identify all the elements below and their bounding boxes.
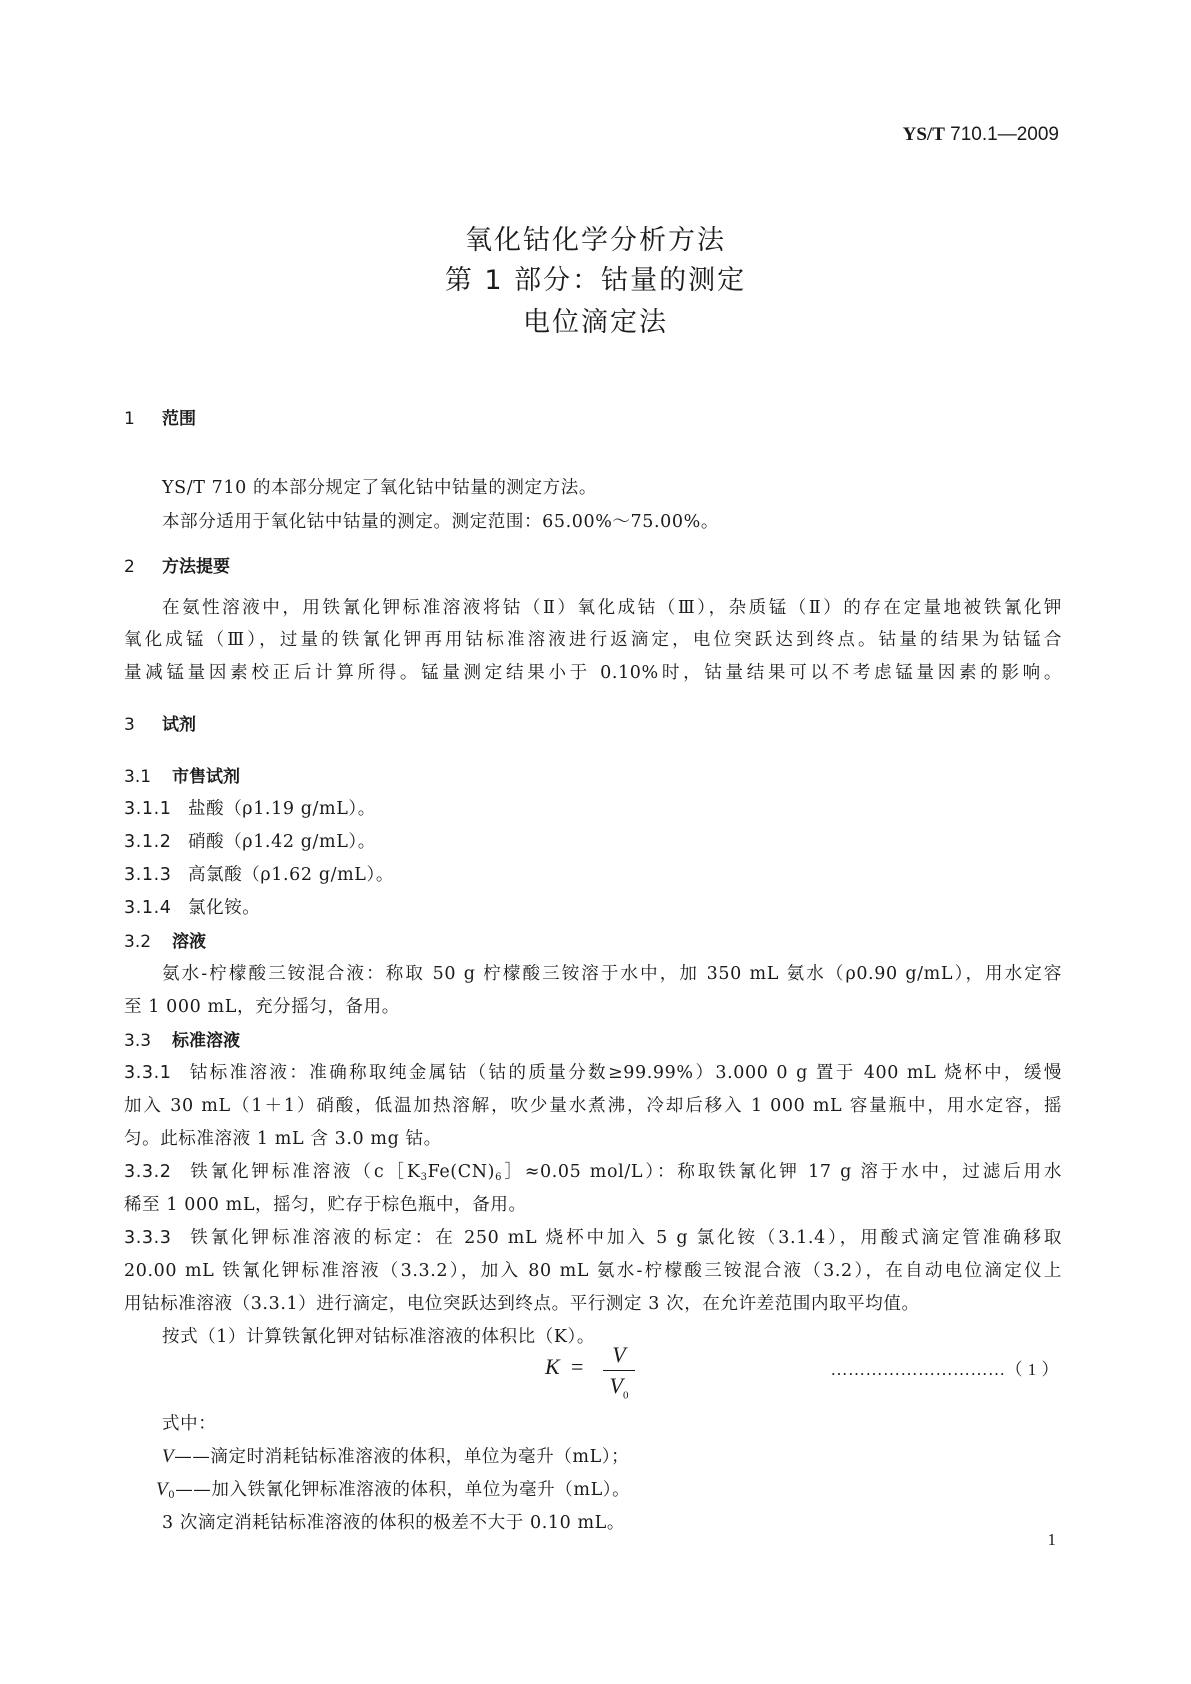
clause-3-3-3-line-1: 3.3.3 铁氰化钾标准溶液的标定：在 250 mL 烧杯中加入 5 g 氯化铵（3.1.4），用酸式滴定管准确移取 bbox=[124, 1228, 1062, 1248]
formula-intro: 按式（1）计算铁氰化钾对钴标准溶液的体积比（K）。 bbox=[162, 1327, 595, 1347]
section-number: 3 bbox=[124, 715, 135, 735]
variable-definition-v0: $V_0——$加入铁氰化钾标准溶液的体积，单位为毫升（mL）。 bbox=[156, 1479, 631, 1501]
section-title: 标准溶液 bbox=[172, 1031, 240, 1051]
section-3-2-line-1: 氨水-柠檬酸三铵混合液：称取 50 g 柠檬酸三铵溶于水中，加 350 mL 氨水（ρ0.90 g/mL），用水定容 bbox=[162, 964, 1062, 984]
section-3-2-heading bbox=[124, 927, 206, 952]
formula-lhs: K bbox=[545, 1354, 560, 1379]
section-3-heading bbox=[124, 710, 196, 735]
equation-number bbox=[831, 1355, 1060, 1380]
clause-3-3-1-line-1: 3.3.1 钴标准溶液：准确称取纯金属钴（钴的质量分数≥99.99%）3.000 0 g 置于 400 mL 烧杯中，缓慢 bbox=[124, 1063, 1062, 1083]
section-3-3-heading bbox=[124, 1026, 240, 1051]
section-2-line-1: 在氨性溶液中，用铁氰化钾标准溶液将钴（Ⅱ）氧化成钴（Ⅲ），杂质锰（Ⅱ）的存在定量地被铁氰化钾 bbox=[162, 598, 1062, 618]
clause-3-1-2: 3.1.2 硝酸（ρ1.42 g/mL）。 bbox=[124, 832, 376, 852]
clause-3-1-1: 3.1.1 盐酸（ρ1.19 g/mL）。 bbox=[124, 799, 376, 819]
document-title-line-2: 第 1 部分：钴量的测定 bbox=[444, 265, 747, 296]
section-number: 3.2 bbox=[124, 932, 152, 952]
formula-numerator: V bbox=[612, 1342, 626, 1367]
fraction-bar bbox=[603, 1370, 635, 1371]
equation-label: （ 1 ） bbox=[1005, 1360, 1059, 1379]
section-number: 1 bbox=[124, 409, 135, 429]
section-title: 试剂 bbox=[162, 715, 196, 735]
clause-3-1-4: 3.1.4 氯化铵。 bbox=[124, 898, 261, 918]
section-number: 3.1 bbox=[124, 767, 152, 787]
standard-code bbox=[903, 124, 1059, 146]
clause-3-3-2-line-1: 3.3.2 铁氰化钾标准溶液（$c[K_3Fe(CN)_6]\approx 0.05$ mol/L）：称取铁氰化钾 17 g 溶于水中，过滤后用水 bbox=[124, 1162, 1062, 1183]
section-title: 市售试剂 bbox=[172, 767, 240, 787]
titration-note: 3 次滴定消耗钴标准溶液的体积的极差不大于 0.10 mL。 bbox=[162, 1513, 626, 1533]
standard-number: 710.1—2009 bbox=[950, 124, 1059, 145]
section-1-line-2: 本部分适用于氧化钴中钴量的测定。测定范围：65.00%～75.00%。 bbox=[162, 512, 719, 532]
section-number: 3.3 bbox=[124, 1031, 152, 1051]
document-title-line-1: 氧化钴化学分析方法 bbox=[465, 225, 726, 256]
variable-definition-v: V——滴定时消耗钴标准溶液的体积，单位为毫升（mL）； bbox=[162, 1446, 630, 1467]
formula-fraction bbox=[603, 1342, 635, 1401]
formula-equals: = bbox=[571, 1354, 584, 1379]
clause-3-3-3-line-2: 20.00 mL 铁氰化钾标准溶液（3.3.2），加入 80 mL 氨水-柠檬酸三铵混合液（3.2），在自动电位滴定仪上 bbox=[124, 1261, 1062, 1281]
section-title: 溶液 bbox=[172, 932, 206, 952]
clause-3-3-2-line-2: 稀至 1 000 mL，摇匀，贮存于棕色瓶中，备用。 bbox=[124, 1195, 527, 1215]
where-label: 式中： bbox=[162, 1414, 217, 1434]
section-2-line-3: 量减锰量因素校正后计算所得。锰量测定结果小于 0.10%时，钴量结果可以不考虑锰量因素的影响。 bbox=[124, 663, 1062, 683]
section-3-2-line-2: 至 1 000 mL，充分摇匀，备用。 bbox=[124, 997, 400, 1017]
clause-3-3-3-line-3: 用钴标准溶液（3.3.1）进行滴定，电位突跃达到终点。平行测定 3 次，在允许差范围内取平均值。 bbox=[124, 1294, 920, 1314]
formula-denominator: $V_0$ bbox=[609, 1373, 629, 1402]
standard-org: YS/T bbox=[902, 124, 945, 145]
section-title: 范围 bbox=[162, 409, 196, 429]
page-number: 1 bbox=[1047, 1530, 1056, 1549]
document-title-line-3: 电位滴定法 bbox=[523, 307, 668, 338]
section-2-line-2: 氧化成锰（Ⅲ），过量的铁氰化钾再用钴标准溶液进行返滴定，电位突跃达到终点。钴量的结果为钴锰合 bbox=[124, 630, 1062, 650]
section-1-line-1: YS/T 710 的本部分规定了氧化钴中钴量的测定方法。 bbox=[162, 478, 597, 498]
section-3-1-heading bbox=[124, 762, 240, 787]
dot-leader: ………………………… bbox=[830, 1360, 1006, 1379]
clause-3-3-1-line-3: 匀。此标准溶液 1 mL 含 3.0 mg 钴。 bbox=[124, 1129, 442, 1149]
section-2-heading bbox=[124, 552, 230, 577]
section-1-heading bbox=[124, 404, 196, 429]
section-title: 方法提要 bbox=[162, 557, 230, 577]
clause-3-1-3: 3.1.3 高氯酸（ρ1.62 g/mL）。 bbox=[124, 865, 394, 885]
section-number: 2 bbox=[124, 557, 135, 577]
clause-3-3-1-line-2: 加入 30 mL（1＋1）硝酸，低温加热溶解，吹少量水煮沸，冷却后移入 1 000 mL 容量瓶中，用水定容，摇 bbox=[124, 1096, 1062, 1116]
